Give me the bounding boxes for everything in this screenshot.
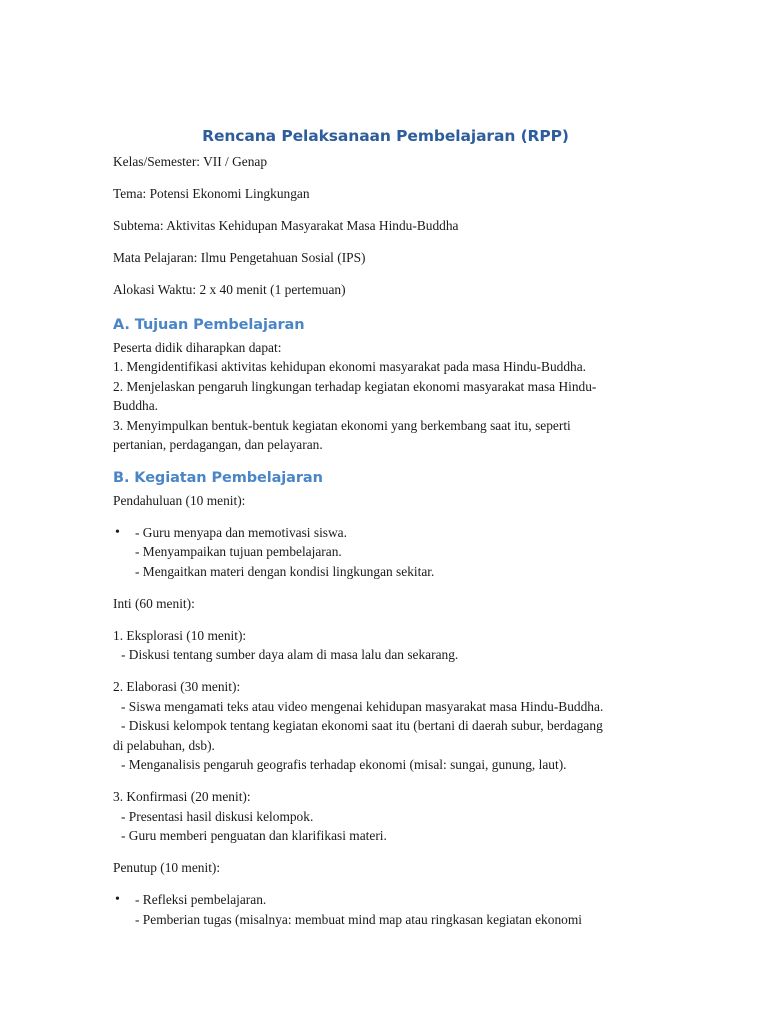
konfirmasi-block — [113, 787, 658, 846]
elaborasi-item: - Siswa mengamati teks atau video mengenai kehidupan masyarakat masa Hindu-Buddha. — [121, 698, 604, 714]
section-a-intro: Peserta didik diharapkan dapat: — [113, 339, 282, 355]
elaborasi-block — [113, 677, 658, 775]
eksplorasi-label: 1. Eksplorasi (10 menit): — [113, 627, 247, 643]
eksplorasi-item: - Diskusi tentang sumber daya alam di masa lalu dan sekarang. — [121, 647, 459, 662]
document-title: Rencana Pelaksanaan Pembelajaran (RPP) — [202, 127, 569, 145]
meta-kelas: Kelas/Semester: VII / Genap — [113, 154, 268, 169]
section-a-body — [113, 338, 658, 455]
elaborasi-item-cont: di pelabuhan, dsb). — [113, 737, 215, 753]
penutup-label: Penutup (10 menit): — [113, 860, 221, 875]
meta-subtema: Subtema: Aktivitas Kehidupan Masyarakat Masa Hindu-Buddha — [113, 218, 459, 233]
pendahuluan-list — [113, 523, 658, 582]
objective-2-cont: Buddha. — [113, 398, 159, 413]
penutup-list — [113, 890, 658, 929]
section-a-heading: A. Tujuan Pembelajaran — [113, 316, 305, 333]
inti-label: Inti (60 menit): — [113, 595, 195, 611]
pendahuluan-label: Pendahuluan (10 menit): — [113, 492, 246, 508]
meta-alokasi: Alokasi Waktu: 2 x 40 menit (1 pertemuan) — [113, 282, 346, 297]
konfirmasi-item: - Presentasi hasil diskusi kelompok. — [121, 808, 314, 824]
meta-tema: Tema: Potensi Ekonomi Lingkungan — [113, 186, 310, 201]
objective-3: 3. Menyimpulkan bentuk-bentuk kegiatan ekonomi yang berkembang saat itu, seperti — [113, 417, 571, 433]
eksplorasi-block — [113, 626, 658, 665]
elaborasi-label: 2. Elaborasi (30 menit): — [113, 679, 241, 694]
pendahuluan-item: - Menyampaikan tujuan pembelajaran. — [135, 544, 342, 559]
penutup-item: - Refleksi pembelajaran. — [135, 892, 267, 907]
bullet-icon: • — [115, 892, 120, 907]
objective-3-cont: pertanian, perdagangan, dan pelayaran. — [113, 437, 323, 452]
pendahuluan-item: - Guru menyapa dan memotivasi siswa. — [135, 524, 347, 540]
objective-1: 1. Mengidentifikasi aktivitas kehidupan ekonomi masyarakat pada masa Hindu-Buddha. — [113, 359, 587, 374]
konfirmasi-item: - Guru memberi penguatan dan klarifikasi materi. — [121, 828, 387, 843]
objective-2: 2. Menjelaskan pengaruh lingkungan terhadap kegiatan ekonomi masyarakat masa Hindu- — [113, 378, 597, 394]
bullet-icon: • — [115, 524, 120, 540]
meta-info — [113, 152, 658, 300]
document-body — [113, 124, 658, 942]
elaborasi-item: - Menganalisis pengaruh geografis terhadap ekonomi (misal: sungai, gunung, laut). — [121, 757, 567, 772]
penutup-item: - Pemberian tugas (misalnya: membuat mind map atau ringkasan kegiatan ekonomi — [135, 911, 582, 927]
elaborasi-item: - Diskusi kelompok tentang kegiatan ekonomi saat itu (bertani di daerah subur, berdagang — [121, 718, 603, 733]
konfirmasi-label: 3. Konfirmasi (20 menit): — [113, 789, 251, 804]
meta-mapel: Mata Pelajaran: Ilmu Pengetahuan Sosial (IPS) — [113, 250, 366, 265]
section-b-heading: B. Kegiatan Pembelajaran — [113, 469, 323, 486]
pendahuluan-item: - Mengaitkan materi dengan kondisi lingkungan sekitar. — [135, 563, 435, 579]
